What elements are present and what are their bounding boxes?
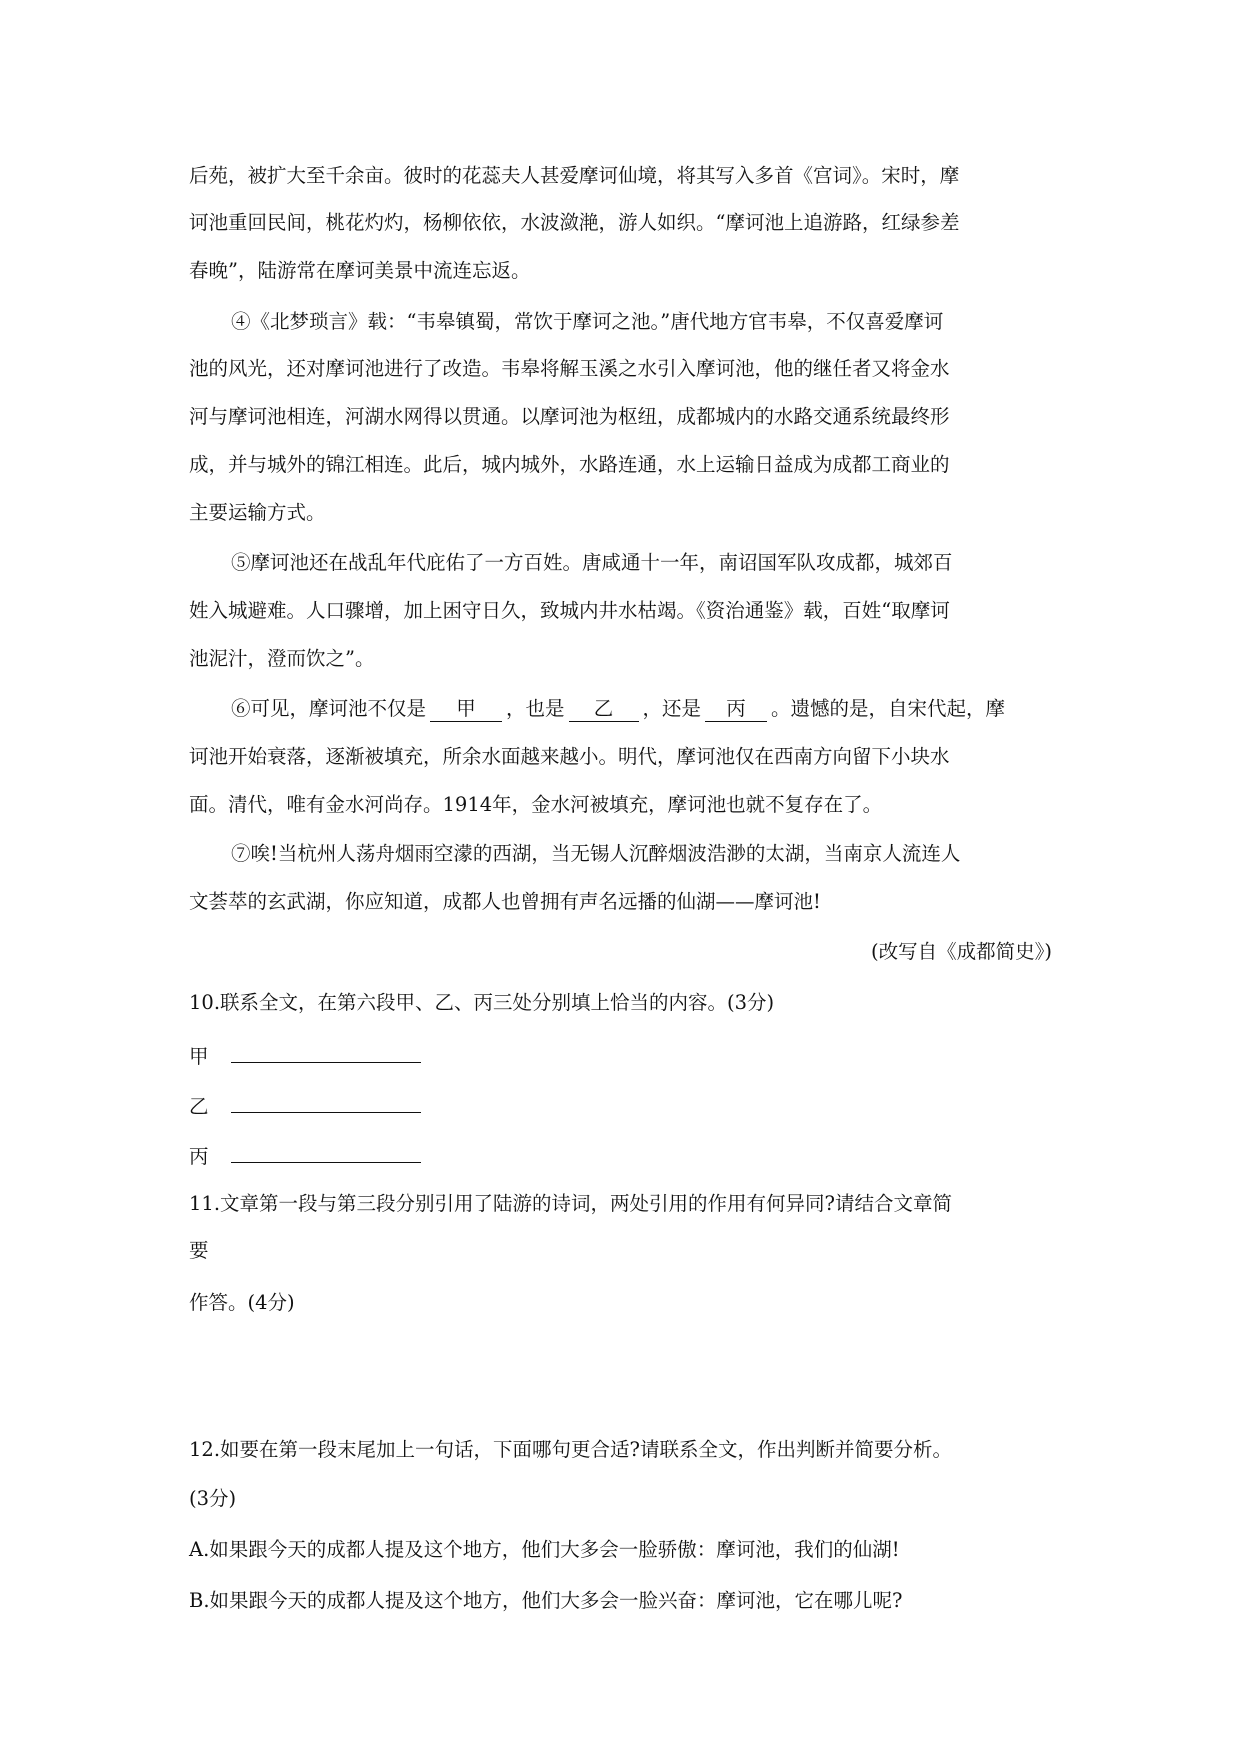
answer-line-bing[interactable] (231, 1140, 421, 1163)
answer-label-yi: 乙 (189, 1095, 209, 1118)
paragraph-5-line-1: ⑤摩诃池还在战乱年代庇佑了一方百姓。唐咸通十一年，南诏国军队攻成都，城郊百 (231, 551, 953, 574)
blank-yi: 乙 (569, 697, 639, 722)
p6-text-c: ，还是 (642, 697, 702, 720)
paragraph-3-line-3: 春晚”，陆游常在摩诃美景中流连忘返。 (189, 259, 531, 282)
paragraph-7-line-2: 文荟萃的玄武湖，你应知道，成都人也曾拥有声名远播的仙湖——摩诃池! (189, 890, 821, 913)
paragraph-6-line-3: 面。清代，唯有金水河尚存。1914年，金水河被填充，摩诃池也就不复存在了。 (189, 793, 883, 816)
source-citation: (改写自《成都简史》) (871, 940, 1052, 963)
answer-row-yi (189, 1090, 421, 1121)
paragraph-7-line-1: ⑦唉!当杭州人荡舟烟雨空濛的西湖，当无锡人沉醉烟波浩渺的太湖，当南京人流连人 (231, 842, 961, 865)
paragraph-4-line-1: ④《北梦琐言》载：“韦皋镇蜀，常饮于摩诃之池。”唐代地方官韦皋，不仅喜爱摩诃 (231, 310, 944, 333)
paragraph-3-line-1: 后苑，被扩大至千余亩。彼时的花蕊夫人甚爱摩诃仙境，将其写入多首《宫词》。宋时，摩 (189, 164, 960, 187)
question-11-line-3: 作答。(4分) (189, 1291, 295, 1314)
answer-line-yi[interactable] (231, 1090, 421, 1113)
question-10: 10.联系全文，在第六段甲、乙、丙三处分别填上恰当的内容。(3分) (189, 991, 775, 1014)
p6-text-a: ⑥可见，摩诃池不仅是 (231, 697, 427, 720)
answer-row-bing (189, 1140, 421, 1171)
answer-label-bing: 丙 (189, 1145, 209, 1168)
question-11-line-2: 要 (189, 1239, 209, 1262)
question-11-line-1: 11.文章第一段与第三段分别引用了陆游的诗词，两处引用的作用有何异同?请结合文章简 (189, 1192, 952, 1215)
paragraph-4-line-4: 成，并与城外的锦江相连。此后，城内城外，水路连通，水上运输日益成为成都工商业的 (189, 453, 950, 476)
paragraph-3-line-2: 诃池重回民间，桃花灼灼，杨柳依依，水波潋滟，游人如织。“摩诃池上追游路，红绿参差 (189, 211, 960, 234)
paragraph-6-line-1 (231, 695, 1005, 723)
p6-text-b: ，也是 (506, 697, 565, 720)
question-12-line-1: 12.如要在第一段末尾加上一句话，下面哪句更合适?请联系全文，作出判断并简要分析。 (189, 1438, 952, 1461)
blank-bing: 丙 (705, 697, 767, 722)
answer-line-jia[interactable] (231, 1040, 421, 1063)
p6-text-d: 。遗憾的是，自宋代起，摩 (771, 697, 1006, 720)
paragraph-4-line-3: 河与摩诃池相连，河湖水网得以贯通。以摩诃池为枢纽，成都城内的水路交通系统最终形 (189, 405, 950, 428)
blank-jia: 甲 (430, 697, 502, 722)
answer-row-jia (189, 1040, 421, 1071)
answer-label-jia: 甲 (189, 1045, 209, 1068)
paragraph-5-line-3: 池泥汁，澄而饮之”。 (189, 647, 375, 670)
paragraph-6-line-2: 诃池开始衰落，逐渐被填充，所余水面越来越小。明代，摩诃池仅在西南方向留下小块水 (189, 745, 950, 768)
paragraph-4-line-2: 池的风光，还对摩诃池进行了改造。韦皋将解玉溪之水引入摩诃池，他的继任者又将金水 (189, 357, 950, 380)
paragraph-5-line-2: 姓入城避难。人口骤增，加上困守日久，致城内井水枯竭。《资治通鉴》载，百姓“取摩诃 (189, 599, 950, 622)
option-b: B.如果跟今天的成都人提及这个地方，他们大多会一脸兴奋：摩诃池，它在哪儿呢? (189, 1589, 903, 1612)
option-a: A.如果跟今天的成都人提及这个地方，他们大多会一脸骄傲：摩诃池，我们的仙湖! (189, 1538, 900, 1561)
question-12-line-2: (3分) (189, 1487, 237, 1510)
paragraph-4-line-5: 主要运输方式。 (189, 501, 326, 524)
